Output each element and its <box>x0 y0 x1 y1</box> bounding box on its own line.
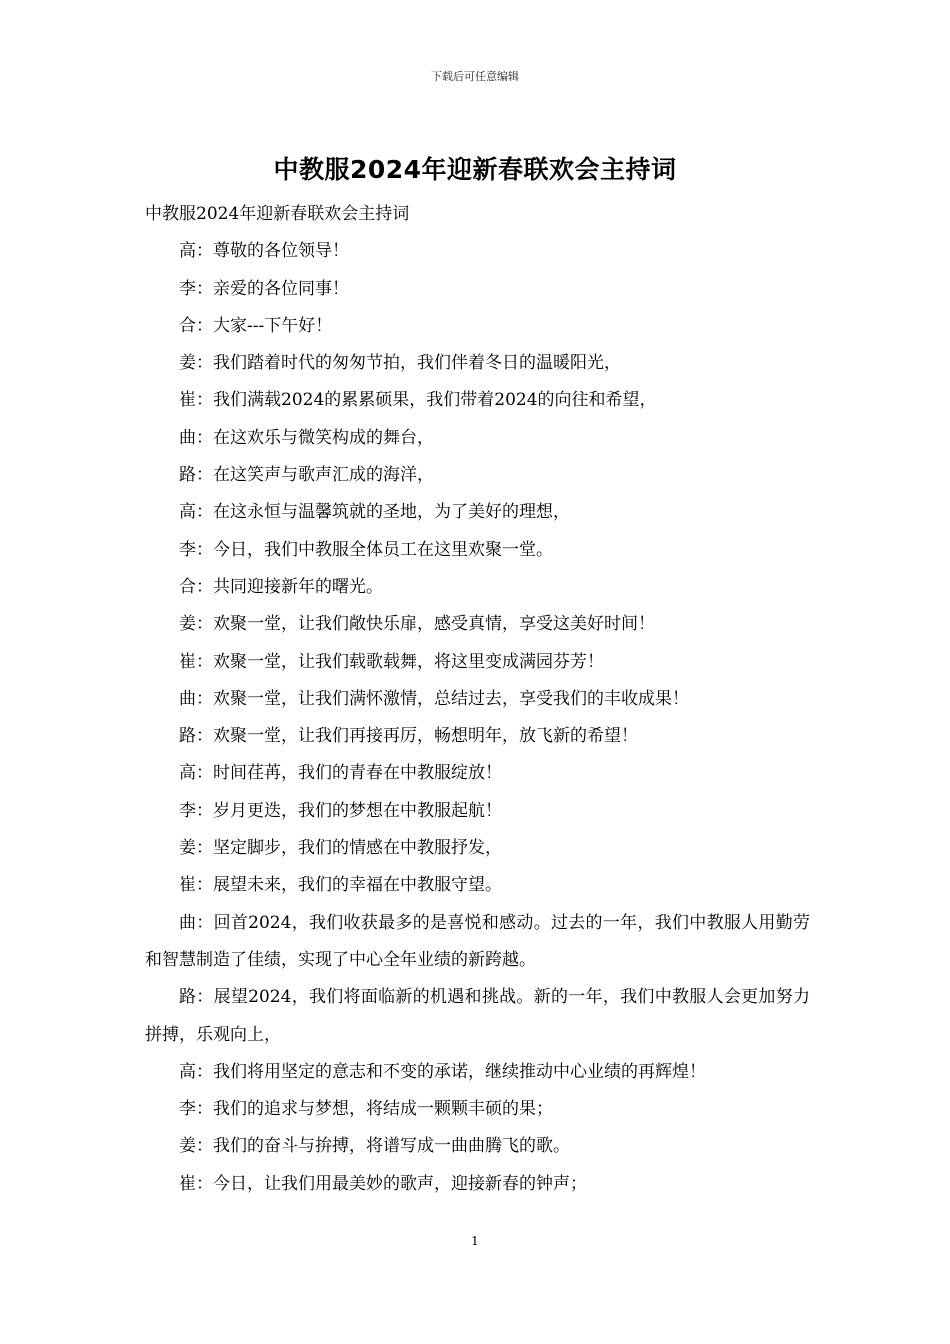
paragraph: 李：亲爱的各位同事！ <box>179 278 349 299</box>
paragraph: 路：欢聚一堂，让我们再接再厉，畅想明年，放飞新的希望！ <box>179 726 638 747</box>
paragraph: 路：展望2024，我们将面临新的机遇和挑战。新的一年，我们中教服人会更加努力拼搏，乐观向上， <box>145 987 810 1045</box>
paragraph: 姜：我们踏着时代的匆匆节拍，我们伴着冬日的温暖阳光， <box>179 353 621 374</box>
paragraph: 高：在这永恒与温馨筑就的圣地，为了美好的理想， <box>179 502 570 523</box>
page-number: 1 <box>471 1234 479 1248</box>
paragraph: 姜：我们的奋斗与拚搏，将谱写成一曲曲腾飞的歌。 <box>179 1136 570 1157</box>
paragraph: 高：尊敬的各位领导！ <box>179 241 349 262</box>
document-body <box>145 196 810 1203</box>
paragraph: 崔：我们满载2024的累累硕果，我们带着2024的向往和希望， <box>179 390 657 411</box>
paragraph: 曲：回首2024，我们收获最多的是喜悦和感动。过去的一年，我们中教服人用勤劳和智慧制造了佳绩，实现了中心全年业绩的新跨越。 <box>145 912 810 970</box>
paragraph: 路：在这笑声与歌声汇成的海洋， <box>179 465 434 486</box>
paragraph: 姜：坚定脚步，我们的情感在中教服抒发， <box>179 838 502 859</box>
paragraph: 合：大家---下午好！ <box>179 315 333 336</box>
paragraph: 曲：欢聚一堂，让我们满怀激情，总结过去，享受我们的丰收成果！ <box>179 688 689 709</box>
page-header-note: 下载后可任意编辑 <box>431 70 519 83</box>
paragraph: 合：共同迎接新年的曙光。 <box>179 576 383 597</box>
paragraph: 姜：欢聚一堂，让我们敞快乐扉，感受真情，享受这美好时间！ <box>179 614 655 635</box>
paragraph: 崔：欢聚一堂，让我们载歌载舞，将这里变成满园芬芳！ <box>179 651 604 672</box>
paragraph: 李：今日，我们中教服全体员工在这里欢聚一堂。 <box>179 539 553 560</box>
paragraph: 高：我们将用坚定的意志和不变的承诺，继续推动中心业绩的再辉煌！ <box>179 1061 706 1082</box>
document-title: 中教服2024年迎新春联欢会主持词 <box>273 155 677 184</box>
paragraph: 李：岁月更迭，我们的梦想在中教服起航！ <box>179 800 502 821</box>
paragraph: 崔：展望未来，我们的幸福在中教服守望。 <box>179 875 502 896</box>
paragraph-subtitle: 中教服2024年迎新春联欢会主持词 <box>145 204 410 224</box>
paragraph: 曲：在这欢乐与微笑构成的舞台， <box>179 427 434 448</box>
paragraph: 高：时间荏苒，我们的青春在中教服绽放！ <box>179 763 502 784</box>
paragraph: 李：我们的追求与梦想，将结成一颗颗丰硕的果； <box>179 1099 553 1120</box>
paragraph: 崔：今日，让我们用最美妙的歌声，迎接新春的钟声； <box>179 1173 587 1194</box>
